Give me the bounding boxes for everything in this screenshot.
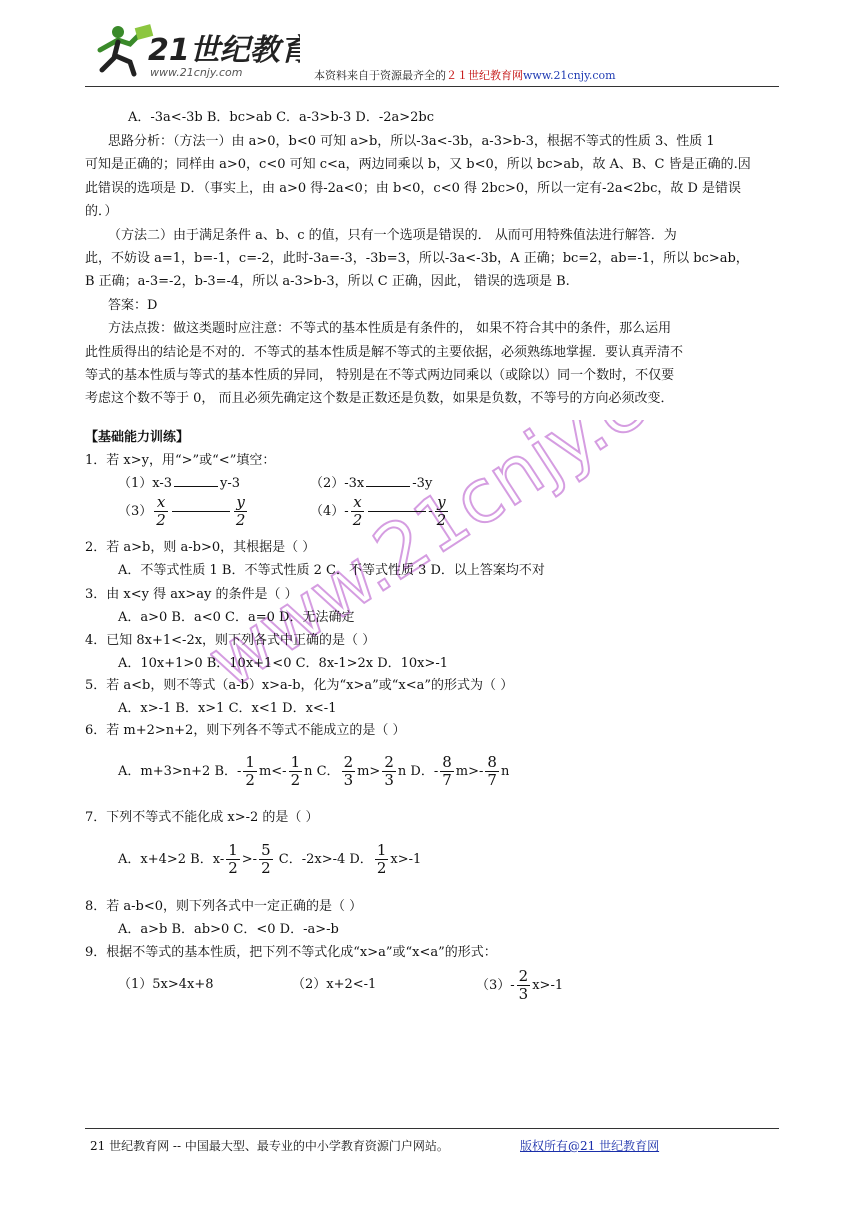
question-4: 4．已知 8x+1<-2x，则下列各式中正确的是（ ） xyxy=(85,633,376,648)
q7-options: A．x+4>2 B．x- $\frac{1}{2}$ >- $\frac{5}{2}$ C．-2x>-4 D． $\frac{1}{2}$ x>-1 xyxy=(118,841,422,877)
q5-options: A．x>-1 B．x>1 C．x<1 D．x<-1 xyxy=(118,701,337,716)
q8-options: A．a>b B．ab>0 C．<0 D．-a>-b xyxy=(118,922,339,937)
svg-text:www.21cnjy.com: www.21cnjy.com xyxy=(210,420,670,706)
q3-options: A．a>0 B．a<0 C．a=0 D．无法确定 xyxy=(118,610,355,625)
q1-item-3: （3） $\frac{x}{2}$ $\frac{y}{2}$ xyxy=(118,493,246,529)
q9-item-2: （2）x+2<-1 xyxy=(292,977,377,992)
q1-item-2: （2）-3x -3y xyxy=(310,476,433,491)
q9-item-1: （1）5x>4x+8 xyxy=(118,977,214,992)
header-site-name[interactable]: ２１世纪教育网 xyxy=(446,69,523,82)
question-3: 3．由 x<y 得 ax>ay 的条件是（ ） xyxy=(85,587,298,602)
question-2: 2．若 a>b，则 a-b>0，其根据是（ ） xyxy=(85,540,316,555)
footer-divider xyxy=(85,1128,779,1129)
analysis-line: （方法二）由于满足条件 a、b、c 的值，只有一个选项是错误的． 从而可用特殊值法进行解答．为 xyxy=(108,228,677,243)
footer-copyright-link[interactable]: 版权所有@21 世纪教育网 xyxy=(520,1139,660,1153)
site-logo xyxy=(90,20,300,80)
answer-line: 答案：D xyxy=(108,298,158,313)
svg-text:www.21cnjy.com: www.21cnjy.com xyxy=(150,66,243,79)
q9-item-3: （3）- $\frac{2}{3}$ x>-1 xyxy=(476,967,564,1003)
tip-line: 考虑这个数不等于 0， 而且必须先确定这个数是正数还是负数，如果是负数，不等号的方向必须改变． xyxy=(85,391,674,406)
answer-blank[interactable] xyxy=(366,486,410,487)
svg-text:21世纪教育: 21世纪教育 xyxy=(148,33,300,68)
header-divider xyxy=(85,86,779,87)
question-5: 5．若 a<b，则不等式（a-b）x>a-b，化为“x>a”或“x<a”的形式为（ ） xyxy=(85,678,514,693)
question-7: 7．下列不等式不能化成 x>-2 的是（ ） xyxy=(85,810,319,825)
answer-blank[interactable] xyxy=(174,486,218,487)
analysis-line: 思路分析：（方法一）由 a>0，b<0 可知 a>b，所以-3a<-3b，a-3>b-3，根据不等式的性质 3、性质 1 xyxy=(108,134,715,149)
header-site-url[interactable]: www.21cnjy.com xyxy=(523,69,616,82)
analysis-line: 的．） xyxy=(85,204,118,219)
question-9: 9．根据不等式的基本性质，把下列不等式化成“x>a”或“x<a”的形式： xyxy=(85,945,497,960)
analysis-line: 可知是正确的；同样由 a>0，c<0 可知 c<a，两边同乘以 b，又 b<0，所以 bc>ab，故 A、B、C 皆是正确的.因 xyxy=(85,157,751,172)
runner-icon xyxy=(100,24,153,74)
analysis-line: 此，不妨设 a=1，b=-1，c=-2，此时-3a=-3，-3b=3，所以-3a<-3b，A 正确；bc=2，ab=-1，所以 bc>ab， xyxy=(85,251,749,266)
options-line: A．-3a<-3b B．bc>ab C．a-3>b-3 D．-2a>2bc xyxy=(128,110,435,125)
section-title: 【基础能力训练】 xyxy=(85,430,190,445)
question-8: 8．若 a-b<0，则下列各式中一定正确的是（ ） xyxy=(85,899,363,914)
footer-text: 21 世纪教育网 -- 中国最大型、最专业的中小学教育资源门户网站。 xyxy=(90,1139,449,1153)
q4-options: A．10x+1>0 B．10x+1<0 C．8x-1>2x D．10x>-1 xyxy=(118,656,449,671)
q1-item-1: （1）x-3 y-3 xyxy=(118,476,241,491)
analysis-line: B 正确；a-3=-2，b-3=-4，所以 a-3>b-3，所以 C 正确，因此， 错误的选项是 B. xyxy=(85,274,570,289)
analysis-line: 此错误的选项是 D．（事实上，由 a>0 得-2a<0；由 b<0，c<0 得 2bc>0，所以一定有-2a<2bc，故 D 是错误 xyxy=(85,181,742,196)
tip-line: 方法点拨：做这类题时应注意：不等式的基本性质是有条件的， 如果不符合其中的条件，那么运用 xyxy=(108,321,672,336)
tip-line: 此性质得出的结论是不对的．不等式的基本性质是解不等式的主要依据，必须熟练地掌握．要认真弄清不 xyxy=(85,345,684,360)
question-1: 1．若 x>y，用“>”或“<”填空： xyxy=(85,453,276,468)
header-source-text: 本资料来自于资源最齐全的２１世纪教育网www.21cnjy.com xyxy=(314,69,616,82)
q6-options: A．m+3>n+2 B．- $\frac{1}{2}$ m<- $\frac{1}{2}$ n C． $\frac{2}{3}$ m> $\frac{2}{3}$ n D．- $\frac{8}{7}$ m>- $\frac{8}{7}$ n xyxy=(118,753,510,789)
tip-line: 等式的基本性质与等式的基本性质的异同， 特别是在不等式两边同乘以（或除以）同一个数时，不仅要 xyxy=(85,368,675,383)
question-6: 6．若 m+2>n+2，则下列各不等式不能成立的是（ ） xyxy=(85,723,406,738)
q1-item-4: （4）- $\frac{x}{2}$ - $\frac{y}{2}$ xyxy=(310,493,447,529)
answer-blank[interactable] xyxy=(368,511,426,512)
answer-blank[interactable] xyxy=(172,511,230,512)
q2-options: A．不等式性质 1 B．不等式性质 2 C．不等式性质 3 D．以上答案均不对 xyxy=(118,563,545,578)
